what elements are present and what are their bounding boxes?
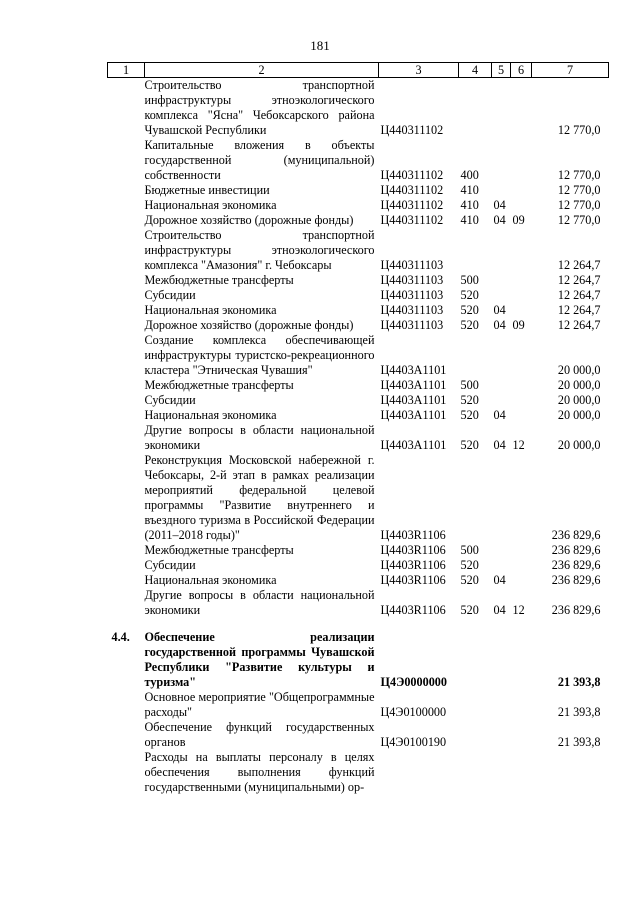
subsection-code — [511, 78, 532, 139]
amount — [532, 750, 609, 795]
column-header: 7 — [532, 63, 609, 78]
expense-type-code: 520 — [460, 318, 479, 332]
amount: 12 770,0 — [557, 183, 601, 197]
target-article-code: Ц440311102 — [380, 183, 444, 197]
amount: 12 264,7 — [557, 288, 601, 302]
subsection-code — [511, 630, 532, 690]
amount: 20 000,0 — [557, 393, 601, 407]
item-name: Межбюджетные трансферты — [144, 273, 294, 287]
amount: 12 264,7 — [557, 258, 601, 272]
amount: 236 829,6 — [551, 603, 601, 617]
item-name: Межбюджетные трансферты — [144, 378, 294, 392]
row-number — [108, 183, 145, 198]
row-number — [108, 78, 145, 139]
row-number — [108, 408, 145, 423]
expense-type-code: 410 — [460, 213, 479, 227]
subsection-code — [511, 138, 532, 183]
subsection-code — [511, 720, 532, 750]
subsection-code — [511, 378, 532, 393]
expense-type-code — [459, 228, 492, 273]
table-row — [108, 690, 609, 720]
amount: 236 829,6 — [551, 543, 601, 557]
table-row — [108, 453, 609, 543]
section-code: 04 — [493, 603, 506, 617]
subsection-code — [511, 333, 532, 378]
item-name: Бюджетные инвестиции — [144, 183, 270, 197]
item-name: Строительство транспортной инфраструктуры этноэкологического комплекса "Амазония" г. Чебоксары — [144, 228, 375, 272]
row-number — [108, 138, 145, 183]
section-code: 04 — [493, 318, 506, 332]
row-number — [108, 288, 145, 303]
table-row — [108, 543, 609, 558]
table-row — [108, 303, 609, 318]
amount: 236 829,6 — [551, 558, 601, 572]
item-name: Строительство транспортной инфраструктуры этноэкологического комплекса "Ясна" Чебоксарского района Чувашской Республики — [144, 78, 375, 137]
section-code — [492, 630, 511, 690]
target-article-code: Ц4403А1101 — [380, 438, 447, 452]
section-code — [492, 333, 511, 378]
table-row — [108, 558, 609, 573]
row-number — [108, 333, 145, 378]
table-row — [108, 378, 609, 393]
item-name: Дорожное хозяйство (дорожные фонды) — [144, 213, 354, 227]
amount: 12 770,0 — [557, 198, 601, 212]
table-row — [108, 423, 609, 453]
table-row — [108, 318, 609, 333]
amount: 236 829,6 — [551, 573, 601, 587]
target-article-code: Ц440311103 — [380, 258, 444, 272]
target-article-code: Ц4403А1101 — [380, 378, 447, 392]
item-name: Обеспечение функций государственных органов — [144, 720, 375, 749]
item-name: Другие вопросы в области национальной экономики — [144, 423, 375, 452]
item-name: Национальная экономика — [144, 198, 277, 212]
item-name: Национальная экономика — [144, 408, 277, 422]
table-row — [108, 183, 609, 198]
subsection-code: 09 — [512, 213, 525, 227]
column-header: 6 — [511, 63, 532, 78]
expense-type-code — [459, 750, 492, 795]
column-header: 5 — [492, 63, 511, 78]
expense-type-code — [459, 333, 492, 378]
row-number — [108, 228, 145, 273]
table-row — [108, 630, 609, 690]
target-article-code: Ц4403А1101 — [380, 393, 447, 407]
item-name: Национальная экономика — [144, 573, 277, 587]
section-code — [492, 228, 511, 273]
expense-type-code — [459, 690, 492, 720]
section-code — [492, 378, 511, 393]
amount: 20 000,0 — [557, 378, 601, 392]
table-row — [108, 228, 609, 273]
column-header: 4 — [459, 63, 492, 78]
expense-type-code — [459, 630, 492, 690]
row-number — [108, 393, 145, 408]
section-code — [492, 78, 511, 139]
section-code: 04 — [493, 213, 506, 227]
amount: 21 393,8 — [557, 735, 601, 749]
target-article-code: Ц440311102 — [380, 213, 444, 227]
target-article-code: Ц4403R1106 — [380, 543, 446, 557]
row-number — [108, 198, 145, 213]
target-article-code: Ц440311102 — [380, 198, 444, 212]
row-number — [108, 303, 145, 318]
table-row — [108, 588, 609, 618]
expense-type-code: 410 — [460, 198, 479, 212]
expense-type-code: 520 — [460, 303, 479, 317]
amount: 21 393,8 — [557, 675, 601, 689]
item-name: Субсидии — [144, 288, 196, 302]
item-name: Реконструкция Московской набережной г. Чебоксары, 2-й этап в рамках реализации мероприятий федеральной целевой программы "Развитие внутреннего и въездного туризма в Российской Федерации (2011–2018 годы)" — [144, 453, 375, 542]
expense-type-code: 520 — [460, 438, 479, 452]
table-row — [108, 408, 609, 423]
expense-type-code: 410 — [460, 183, 479, 197]
amount: 20 000,0 — [557, 408, 601, 422]
expense-type-code: 520 — [460, 288, 479, 302]
section-code — [492, 273, 511, 288]
table-row — [108, 750, 609, 795]
amount: 21 393,8 — [557, 705, 601, 719]
page-number: 181 — [310, 38, 330, 53]
expense-type-code: 500 — [460, 378, 479, 392]
expense-type-code: 400 — [460, 168, 479, 182]
target-article-code: Ц440311103 — [380, 273, 444, 287]
section-code — [492, 393, 511, 408]
section-code: 04 — [493, 573, 506, 587]
row-number — [108, 423, 145, 453]
spacer-cell — [108, 618, 609, 630]
table-header-row — [108, 63, 609, 78]
amount: 12 264,7 — [557, 318, 601, 332]
table-row — [108, 333, 609, 378]
item-name: Субсидии — [144, 393, 196, 407]
expense-type-code — [459, 720, 492, 750]
row-number — [108, 318, 145, 333]
expense-type-code: 520 — [460, 408, 479, 422]
subsection-code — [511, 558, 532, 573]
item-name: Обеспечение реализации государственной программы Чувашской Республики "Развитие культуры и туризма" — [144, 630, 375, 689]
item-name: Национальная экономика — [144, 303, 277, 317]
target-article-code: Ц4Э0100000 — [380, 705, 447, 719]
subsection-code — [511, 408, 532, 423]
subsection-code — [511, 690, 532, 720]
row-number — [108, 588, 145, 618]
row-number — [108, 273, 145, 288]
table-row — [108, 78, 609, 139]
amount: 12 770,0 — [557, 213, 601, 227]
subsection-code — [511, 288, 532, 303]
item-name: Другие вопросы в области национальной экономики — [144, 588, 375, 617]
target-article-code: Ц440311103 — [380, 303, 444, 317]
expense-type-code: 520 — [460, 558, 479, 572]
section-code — [492, 558, 511, 573]
subsection-code — [511, 543, 532, 558]
subsection-code: 09 — [512, 318, 525, 332]
column-header: 3 — [379, 63, 459, 78]
target-article-code: Ц4403R1106 — [380, 573, 446, 587]
amount: 20 000,0 — [557, 363, 601, 377]
subsection-code: 12 — [512, 603, 525, 617]
amount: 12 264,7 — [557, 303, 601, 317]
target-article-code: Ц4403А1101 — [380, 408, 447, 422]
target-article-code: Ц4403R1106 — [380, 528, 446, 542]
item-name: Дорожное хозяйство (дорожные фонды) — [144, 318, 354, 332]
expense-type-code — [459, 453, 492, 543]
target-article-code: Ц4403А1101 — [380, 363, 447, 377]
target-article-code: Ц440311102 — [380, 123, 444, 137]
subsection-code — [511, 750, 532, 795]
expense-type-code — [459, 78, 492, 139]
item-name: Субсидии — [144, 558, 196, 572]
subsection-code — [511, 453, 532, 543]
target-article-code: Ц440311103 — [380, 318, 444, 332]
target-article-code: Ц4403R1106 — [380, 603, 446, 617]
table-row — [108, 393, 609, 408]
table-row — [108, 720, 609, 750]
column-header: 1 — [108, 63, 145, 78]
target-article-code — [379, 750, 459, 795]
section-code — [492, 720, 511, 750]
expense-type-code: 520 — [460, 393, 479, 407]
amount: 236 829,6 — [551, 528, 601, 542]
expense-type-code: 520 — [460, 573, 479, 587]
item-name: Межбюджетные трансферты — [144, 543, 294, 557]
row-number — [108, 720, 145, 750]
subsection-code — [511, 393, 532, 408]
target-article-code: Ц4Э0000000 — [380, 675, 447, 689]
subsection-code: 12 — [512, 438, 525, 452]
row-number — [108, 213, 145, 228]
expense-type-code: 520 — [460, 603, 479, 617]
row-number: 4.4. — [111, 630, 130, 644]
row-number — [108, 558, 145, 573]
section-code — [492, 288, 511, 303]
table-row — [108, 213, 609, 228]
section-code: 04 — [493, 303, 506, 317]
subsection-code — [511, 273, 532, 288]
section-code: 04 — [493, 198, 506, 212]
section-code — [492, 543, 511, 558]
item-name: Расходы на выплаты персоналу в целях обеспечения выполнения функций государственными (муниципальными) ор- — [144, 750, 375, 794]
amount: 12 264,7 — [557, 273, 601, 287]
target-article-code: Ц4403R1106 — [380, 558, 446, 572]
subsection-code — [511, 183, 532, 198]
target-article-code: Ц440311102 — [380, 168, 444, 182]
row-number — [108, 453, 145, 543]
section-code: 04 — [493, 438, 506, 452]
item-name: Создание комплекса обеспечивающей инфраструктуры туристско-рекреационного кластера "Этническая Чувашия" — [144, 333, 375, 377]
row-number — [108, 573, 145, 588]
table-row — [108, 273, 609, 288]
section-code — [492, 138, 511, 183]
subsection-code — [511, 228, 532, 273]
row-number — [108, 378, 145, 393]
subsection-code — [511, 573, 532, 588]
section-code — [492, 690, 511, 720]
section-code — [492, 750, 511, 795]
amount: 12 770,0 — [557, 123, 601, 137]
table-row — [108, 198, 609, 213]
expense-type-code: 500 — [460, 543, 479, 557]
section-code: 04 — [493, 408, 506, 422]
column-header: 2 — [145, 63, 379, 78]
subsection-code — [511, 198, 532, 213]
table-row — [108, 138, 609, 183]
budget-table — [107, 62, 609, 795]
item-name: Основное мероприятие "Общепрограммные расходы" — [144, 690, 375, 719]
row-number — [108, 750, 145, 795]
spacer-row — [108, 618, 609, 630]
target-article-code: Ц440311103 — [380, 288, 444, 302]
target-article-code: Ц4Э0100190 — [380, 735, 447, 749]
section-code — [492, 183, 511, 198]
row-number — [108, 690, 145, 720]
expense-type-code: 500 — [460, 273, 479, 287]
subsection-code — [511, 303, 532, 318]
row-number — [108, 543, 145, 558]
section-code — [492, 453, 511, 543]
table-row — [108, 288, 609, 303]
table-row — [108, 573, 609, 588]
table-body — [108, 78, 609, 796]
amount: 12 770,0 — [557, 168, 601, 182]
item-name: Капитальные вложения в объекты государственной (муниципальной) собственности — [144, 138, 375, 182]
amount: 20 000,0 — [557, 438, 601, 452]
